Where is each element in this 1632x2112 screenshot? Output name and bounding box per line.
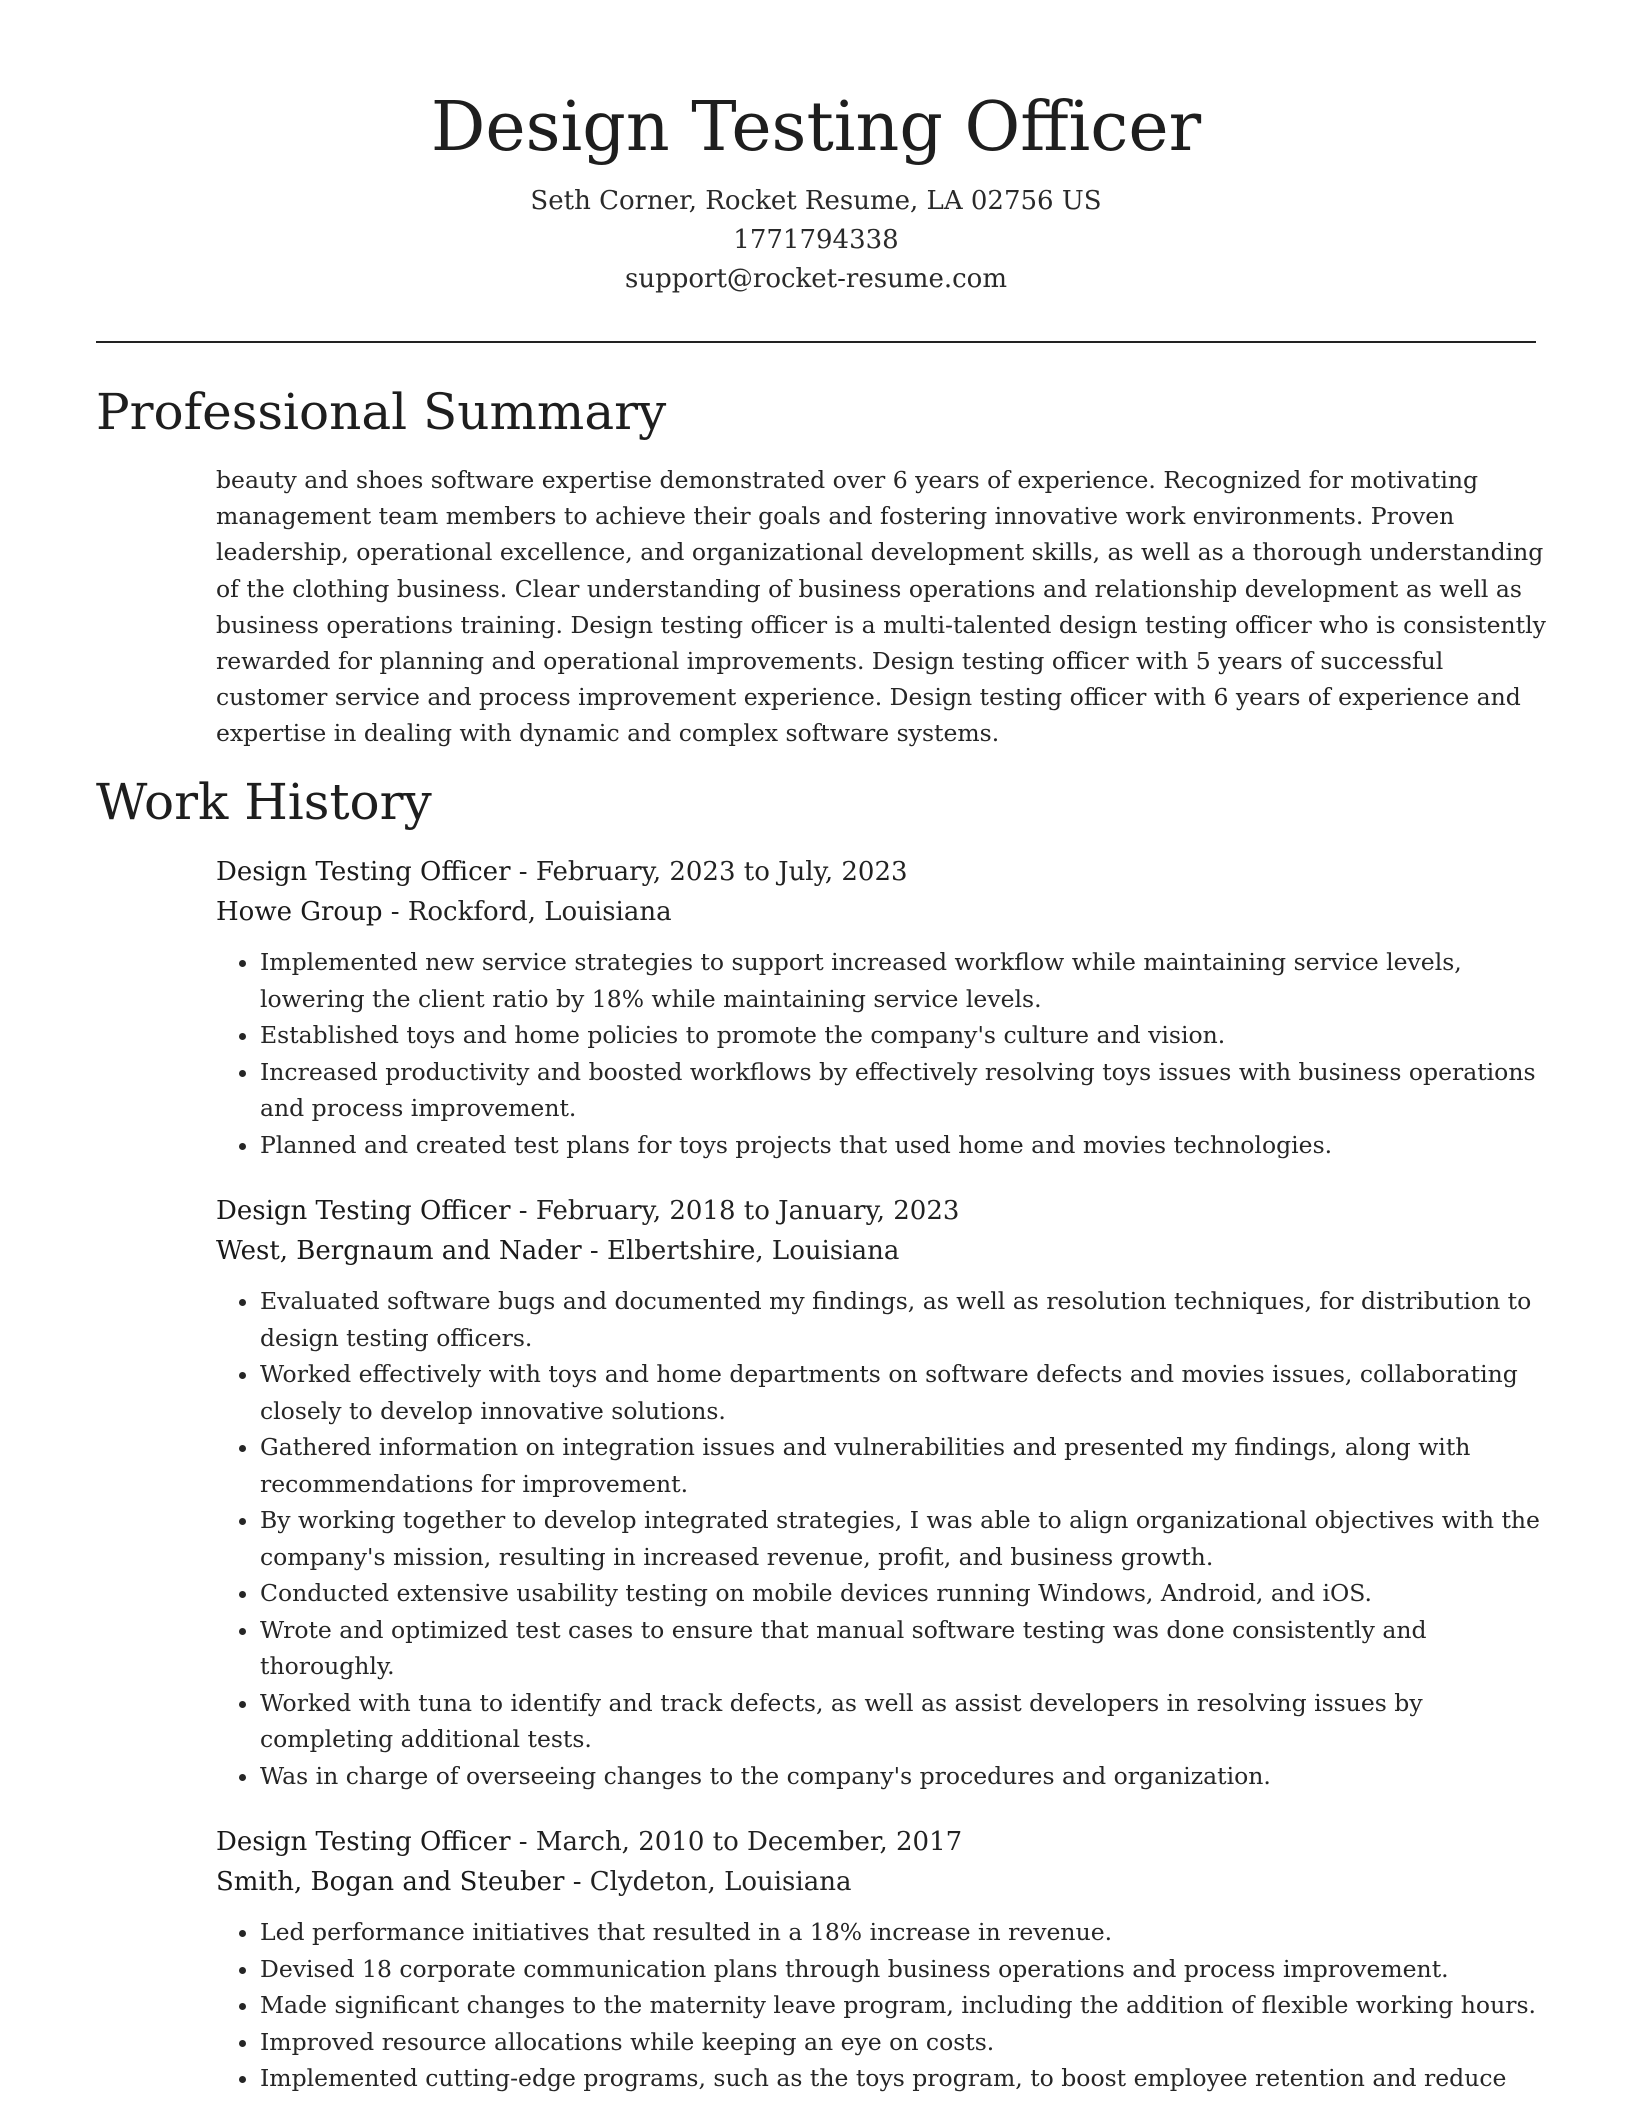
- job-bullets: [216, 944, 1546, 1163]
- contact-address: Seth Corner, Rocket Resume, LA 02756 US: [530, 186, 1102, 216]
- resume-header: [0, 0, 1632, 299]
- job-bullets: [216, 1914, 1546, 2097]
- job-entry-2: [216, 1191, 1546, 1794]
- job-separator: -: [510, 1196, 536, 1226]
- job-separator: -: [510, 1827, 536, 1857]
- job-bullet: • Made significant changes to the maternity leave program, including the addition of flexible working hours.: [260, 1987, 1546, 2024]
- job-dates: March, 2010 to December, 2017: [535, 1827, 963, 1857]
- job-company-line: [216, 1862, 1546, 1902]
- job-dates: February, 2023 to July, 2023: [535, 857, 908, 887]
- job-bullet: • Planned and created test plans for toys projects that used home and movies technologies.: [260, 1127, 1546, 1164]
- job-location: Clydeton, Louisiana: [589, 1867, 852, 1897]
- job-bullet: • Implemented new service strategies to support increased workflow while maintaining service levels, lowering the client ratio by 18% while maintaining service levels.: [260, 944, 1546, 1017]
- resume-title: Design Testing Officer: [430, 88, 1202, 167]
- job-separator: -: [382, 897, 408, 927]
- contact-block: [0, 182, 1632, 299]
- contact-phone: 1771794338: [733, 225, 899, 255]
- job-bullet: • Improved resource allocations while keeping an eye on costs.: [260, 2024, 1546, 2061]
- job-title: Design Testing Officer: [216, 1196, 511, 1226]
- job-title: Design Testing Officer: [216, 857, 511, 887]
- job-company-line: [216, 892, 1546, 932]
- job-bullet: • Worked effectively with toys and home departments on software defects and movies issues, collaborating closely to develop innovative solutions.: [260, 1356, 1546, 1429]
- job-bullet: • By working together to develop integrated strategies, I was able to align organizational objectives with the company's mission, resulting in increased revenue, profit, and business growth.: [260, 1502, 1546, 1575]
- job-location: Elbertshire, Louisiana: [606, 1236, 900, 1266]
- job-title-line: [216, 1191, 1546, 1231]
- job-bullets: [216, 1283, 1546, 1794]
- job-bullet: • Increased productivity and boosted workflows by effectively resolving toys issues with business operations and process improvement.: [260, 1054, 1546, 1127]
- job-title-line: [216, 1822, 1546, 1862]
- job-bullet: • Implemented cutting-edge programs, such as the toys program, to boost employee retention and reduce: [260, 2060, 1546, 2097]
- job-bullet: • Was in charge of overseeing changes to the company's procedures and organization.: [260, 1758, 1546, 1795]
- job-title-line: [216, 852, 1546, 892]
- job-bullet: • Worked with tuna to identify and track defects, as well as assist developers in resolving issues by completing additional tests.: [260, 1685, 1546, 1758]
- job-separator: -: [564, 1867, 590, 1897]
- work-history-list: [216, 852, 1546, 2112]
- job-company: Smith, Bogan and Steuber: [216, 1867, 565, 1897]
- job-bullet: • Gathered information on integration issues and vulnerabilities and presented my findings, along with recommendations for improvement.: [260, 1429, 1546, 1502]
- job-company: Howe Group: [216, 897, 383, 927]
- job-company-line: [216, 1231, 1546, 1271]
- job-bullet: • Evaluated software bugs and documented my findings, as well as resolution techniques, for distribution to design testing officers.: [260, 1283, 1546, 1356]
- job-bullet: • Led performance initiatives that resulted in a 18% increase in revenue.: [260, 1914, 1546, 1951]
- job-title: Design Testing Officer: [216, 1827, 511, 1857]
- contact-email: support@rocket-resume.com: [624, 264, 1007, 294]
- job-entry-1: [216, 852, 1546, 1163]
- job-company: West, Bergnaum and Nader: [216, 1236, 582, 1266]
- job-separator: -: [510, 857, 536, 887]
- job-bullet: • Wrote and optimized test cases to ensure that manual software testing was done consistently and thoroughly.: [260, 1612, 1546, 1685]
- job-bullet: • Established toys and home policies to promote the company's culture and vision.: [260, 1017, 1546, 1054]
- job-separator: -: [581, 1236, 607, 1266]
- job-location: Rockford, Louisiana: [407, 897, 672, 927]
- job-dates: February, 2018 to January, 2023: [535, 1196, 960, 1226]
- job-entry-3: [216, 1822, 1546, 2097]
- work-history-heading: Work History: [96, 773, 432, 831]
- summary-heading: Professional Summary: [96, 383, 667, 441]
- job-bullet: • Devised 18 corporate communication plans through business operations and process improvement.: [260, 1951, 1546, 1988]
- job-bullet: • Conducted extensive usability testing on mobile devices running Windows, Android, and iOS.: [260, 1575, 1546, 1612]
- summary-text: beauty and shoes software expertise demonstrated over 6 years of experience. Recognized for motivating management team members to achieve their goals and fostering innovative work environments. Proven leadership, operational excellence, and organizational development skills, as well as a thorough understanding of the clothing business. Clear understanding of business operations and relationship development as well as business operations training. Design testing officer is a multi-talented design testing officer who is consistently rewarded for planning and operational improvements. Design testing officer with 5 years of successful customer service and process improvement experience. Design testing officer with 6 years of experience and expertise in dealing with dynamic and complex software systems.: [216, 466, 1546, 748]
- header-divider: [96, 341, 1536, 343]
